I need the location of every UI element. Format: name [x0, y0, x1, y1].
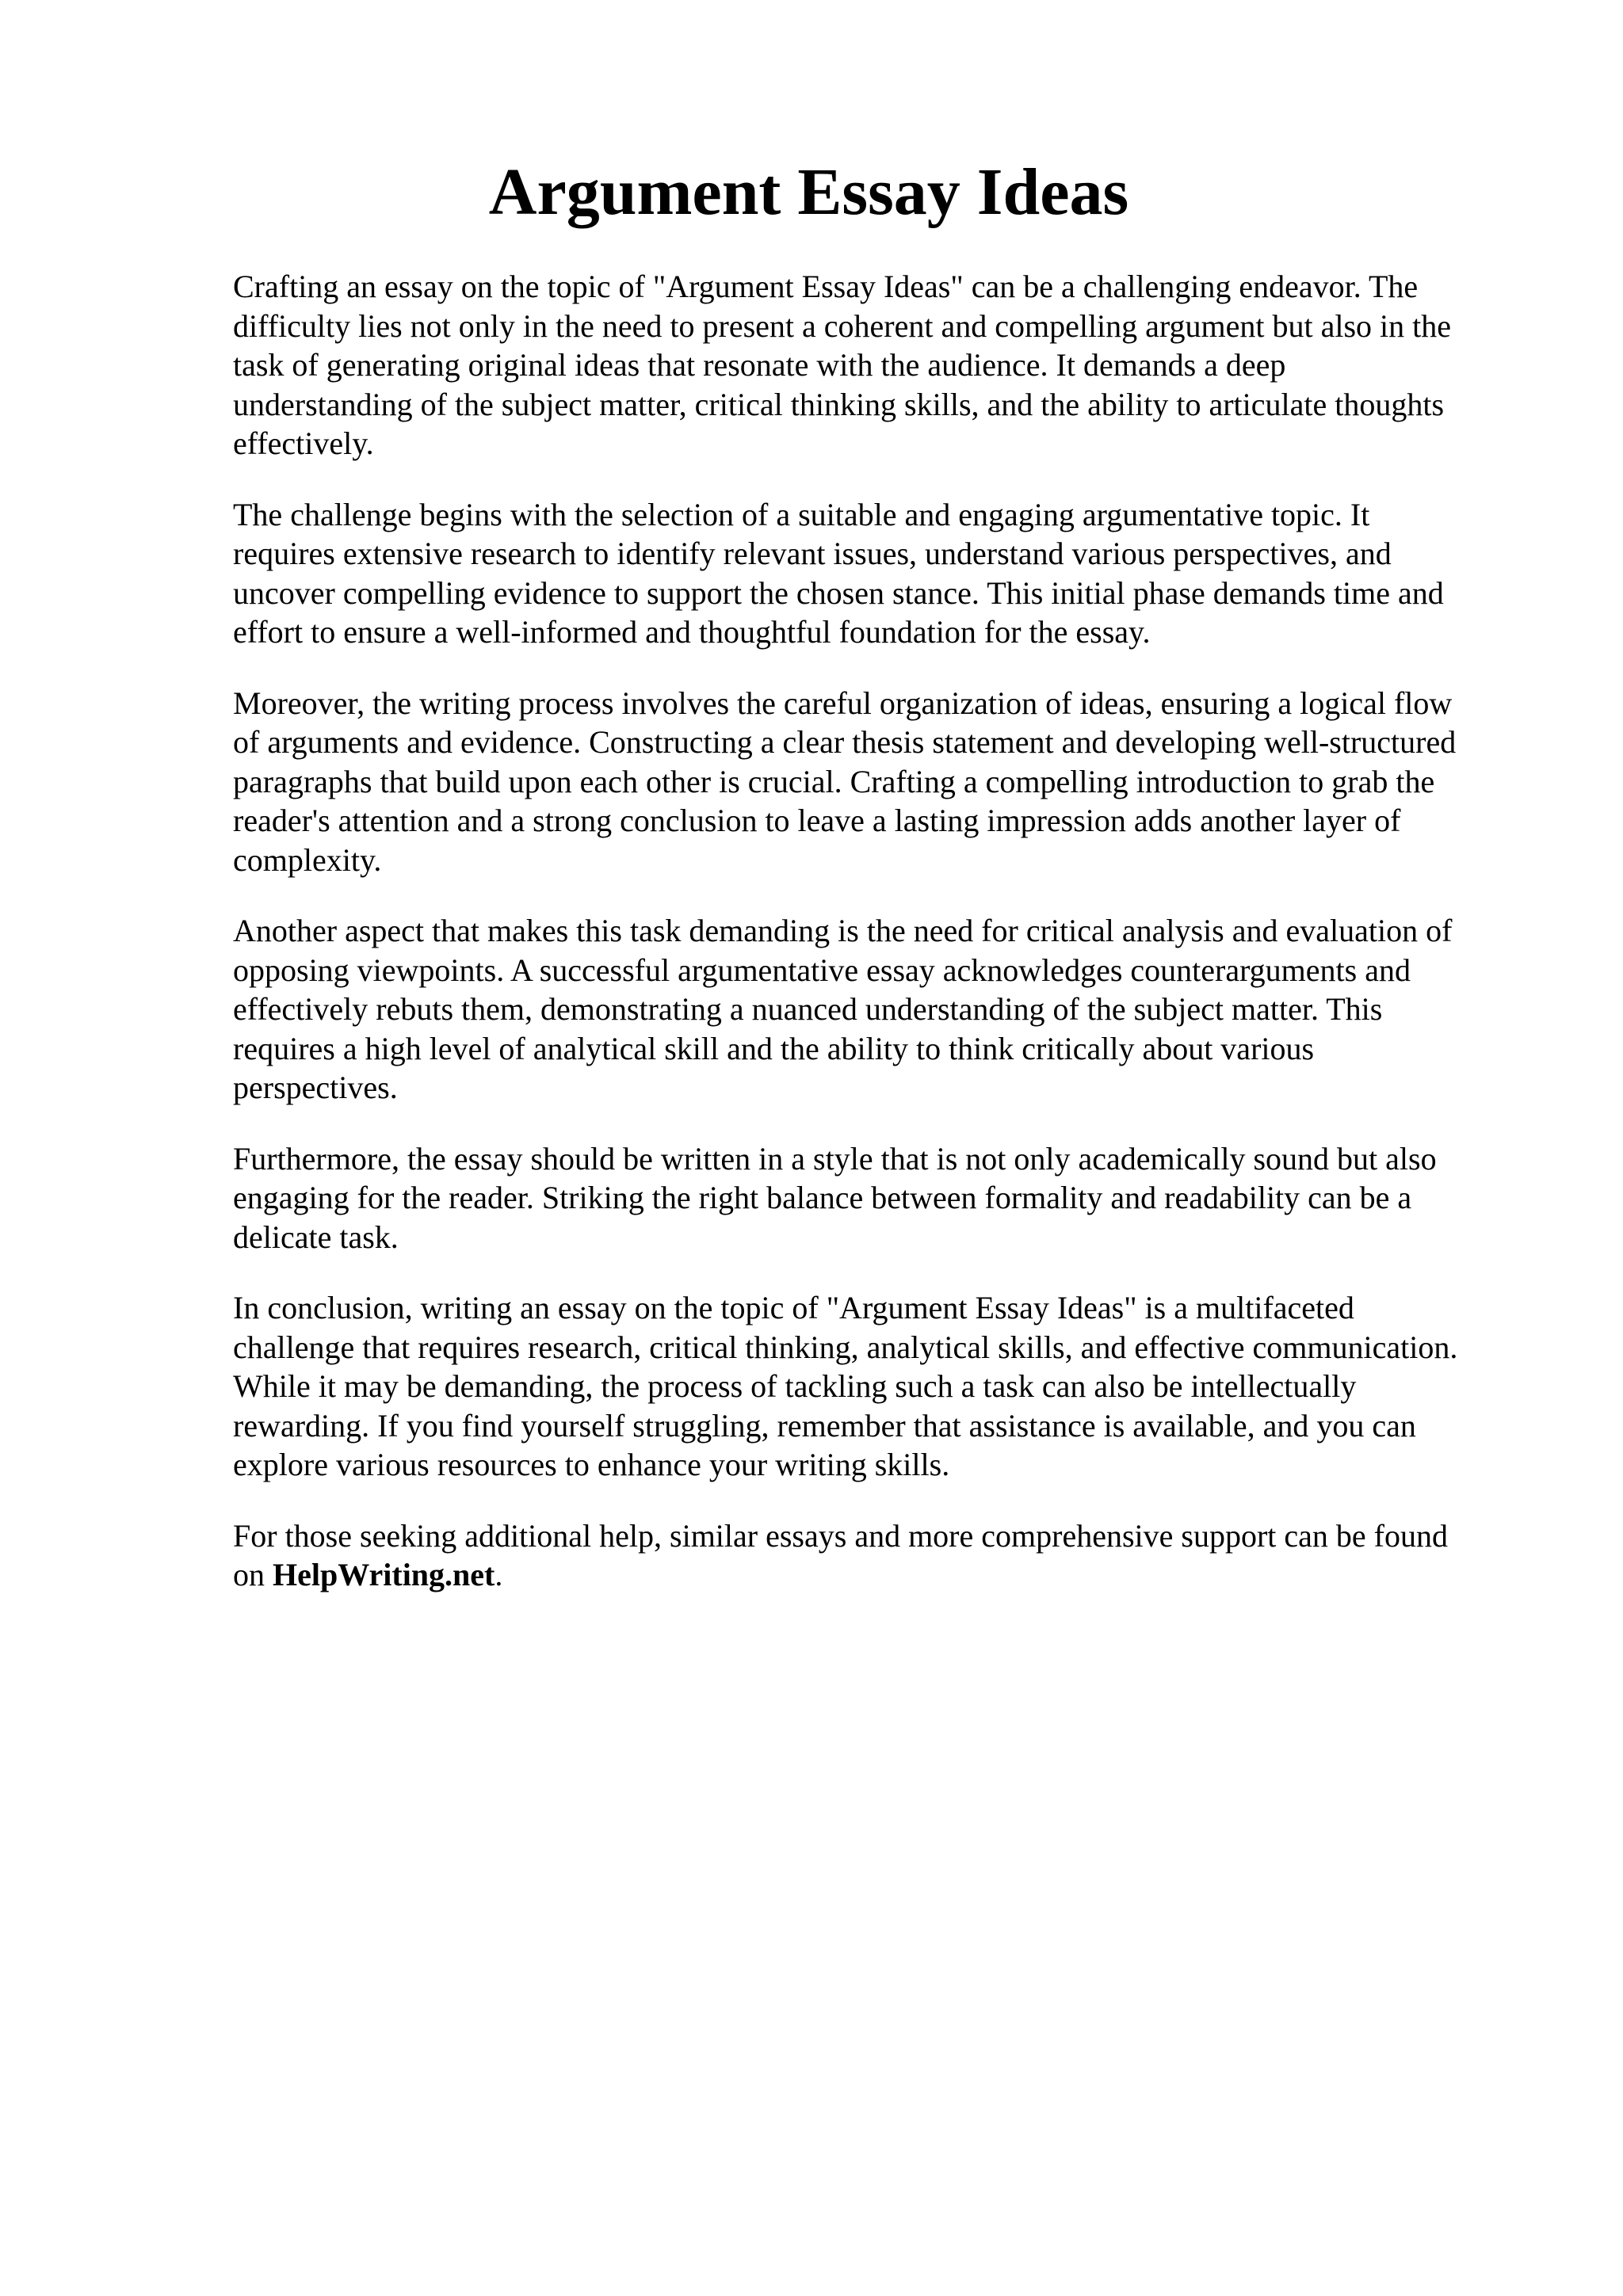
- text-line: While it may be demanding, the process of tackling such a task can also be intellectually: [233, 1368, 1357, 1404]
- text-line: effectively rebuts them, demonstrating a nuanced understanding of the subject matter. This: [233, 991, 1383, 1027]
- text-line: challenge that requires research, critical thinking, analytical skills, and effective communication.: [233, 1329, 1458, 1365]
- text-line: effectively.: [233, 425, 374, 461]
- text-line: Furthermore, the essay should be written in a style that is not only academically sound but also: [233, 1140, 1437, 1177]
- text-line: task of generating original ideas that resonate with the audience. It demands a deep: [233, 347, 1286, 383]
- text-line: explore various resources to enhance your writing skills.: [233, 1447, 950, 1482]
- text-line: Another aspect that makes this task demanding is the need for critical analysis and evaluation of: [233, 913, 1453, 948]
- text-line: difficulty lies not only in the need to present a coherent and compelling argument but also in the: [233, 307, 1452, 344]
- text-line: For those seeking additional help, similar essays and more comprehensive support can be found: [233, 1517, 1448, 1554]
- text-line: Crafting an essay on the topic of "Argument Essay Ideas" can be a challenging endeavor. The: [233, 269, 1419, 304]
- text-line: perspectives.: [233, 1070, 398, 1105]
- paragraph-6: [233, 1288, 1517, 1485]
- paragraph-5: [233, 1139, 1517, 1257]
- text-line: The challenge begins with the selection of a suitable and engaging argumentative topic. It: [233, 496, 1370, 532]
- paragraph-2: [233, 495, 1517, 652]
- text-line: Moreover, the writing process involves the careful organization of ideas, ensuring a logical flow: [233, 685, 1453, 721]
- text-line: delicate task.: [233, 1219, 399, 1255]
- paragraph-1: [233, 267, 1517, 463]
- helpwriting-link[interactable]: HelpWriting.net: [273, 1557, 495, 1592]
- text-line: opposing viewpoints. A successful argumentative essay acknowledges counterarguments and: [233, 952, 1411, 988]
- text-line: In conclusion, writing an essay on the topic of "Argument Essay Ideas" is a multifaceted: [233, 1290, 1354, 1325]
- text-line: complexity.: [233, 841, 382, 878]
- text-line: engaging for the reader. Striking the right balance between formality and readability can be a: [233, 1180, 1412, 1215]
- essay-body: [233, 267, 1517, 1627]
- closing-line: [233, 1555, 1517, 1595]
- text-line: paragraphs that build upon each other is crucial. Crafting a compelling introduction to grab the: [233, 763, 1435, 799]
- closing-prefix: on: [233, 1557, 273, 1592]
- text-line: requires extensive research to identify relevant issues, understand various perspectives, and: [233, 536, 1392, 571]
- text-line: rewarding. If you find yourself struggling, remember that assistance is available, and you can: [233, 1407, 1416, 1444]
- paragraph-4: [233, 911, 1517, 1108]
- text-line: uncover compelling evidence to support the chosen stance. This initial phase demands time and: [233, 574, 1444, 611]
- paragraph-3: [233, 684, 1517, 880]
- closing-paragraph: [233, 1516, 1517, 1595]
- closing-suffix: .: [495, 1557, 503, 1592]
- text-line: reader's attention and a strong conclusion to leave a lasting impression adds another layer of: [233, 803, 1401, 838]
- page-title: Argument Essay Ideas: [488, 155, 1129, 229]
- text-line: requires a high level of analytical skill and the ability to think critically about various: [233, 1030, 1315, 1066]
- text-line: of arguments and evidence. Constructing a clear thesis statement and developing well-structured: [233, 724, 1457, 760]
- text-line: effort to ensure a well-informed and thoughtful foundation for the essay.: [233, 614, 1151, 650]
- text-line: understanding of the subject matter, critical thinking skills, and the ability to articulate thoughts: [233, 386, 1445, 422]
